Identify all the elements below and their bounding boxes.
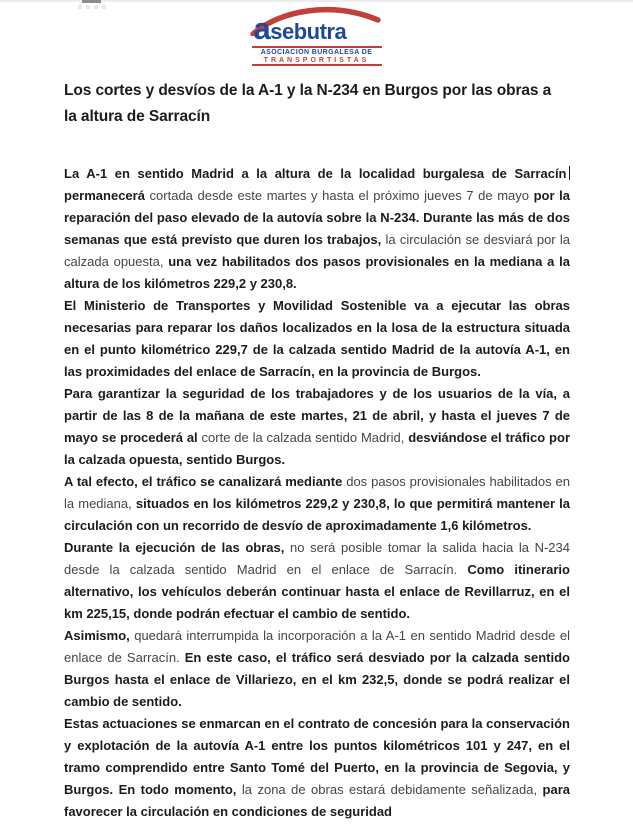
article-paragraph xyxy=(64,383,570,471)
text-run-bold: El Ministerio de Transportes y Movilidad Sostenible va a ejecutar las obras necesarias para reparar los daños localizados en la losa de la estructura situada en el punto kilométrico 229,7 de la calzada sentido Madrid de la autovía A-1, en las proximidades del enlace de Sarracín, en la provincia de Burgos. xyxy=(64,298,570,379)
text-run-bold: Asimismo, xyxy=(64,628,135,643)
logo-letter-a: a xyxy=(253,11,271,46)
article-title: Los cortes y desvíos de la A-1 y la N-234 en Burgos por las obras a la altura de Sarracín xyxy=(64,82,552,125)
text-run-bold: Estas actuaciones se enmarcan en el contrato de concesión para la conservación y explotación de la autovía A-1 entre los puntos kilométricos 101 y 247, en el tramo comprendido entre Santo Tomé del Puerto, en la provincia de Segovia, y Burgos. En todo momento, xyxy=(64,716,570,797)
text-run-bold: En este caso, el tráfico será desviado por la calzada sentido Burgos hasta el enlace de Villariezo, en el km 232,5, donde se podrá realizar el cambio de sentido. xyxy=(64,650,570,709)
text-run-regular: la circulación se desviará por la calzada opuesta, xyxy=(64,232,570,269)
article-paragraph xyxy=(64,295,570,383)
article-paragraph xyxy=(64,537,570,625)
text-run-regular: la zona de obras estará debidamente señalizada, xyxy=(241,782,543,797)
text-run-bold: una vez habilitados dos pasos provisionales en la mediana a la altura de los kilómetros 229,2 y 230,8. xyxy=(64,254,570,291)
text-run-bold: permanecerá xyxy=(64,188,150,203)
article-paragraph xyxy=(64,163,570,295)
text-run-regular: no será posible tomar la salida hacia la N-234 desde la calzada sentido Madrid en el enlace de Sarracín. xyxy=(64,540,570,577)
text-run-regular: dos pasos provisionales habilitados en la mediana, xyxy=(64,474,570,511)
logo-divider-top xyxy=(252,46,382,48)
asebutra-logo xyxy=(250,6,384,66)
article-paragraph xyxy=(64,625,570,713)
text-run-regular: corte de la calzada sentido Madrid, xyxy=(201,430,409,445)
text-cursor[interactable] xyxy=(569,166,571,180)
logo-subtitle-line2: TRANSPORTISTAS xyxy=(263,57,370,64)
logo-subtitle-line1: ASOCIACIÓN BURGALESA DE xyxy=(260,49,373,56)
article-paragraph xyxy=(64,471,570,537)
text-run-bold: A tal efecto, el tráfico se canalizará mediante xyxy=(64,474,347,489)
page-edge-artifact xyxy=(82,0,101,3)
logo-wordmark xyxy=(254,13,347,44)
page-edge-artifact-ghost xyxy=(78,5,106,9)
text-run-bold: Durante la ejecución de las obras, xyxy=(64,540,291,555)
logo-divider-bottom xyxy=(252,64,382,66)
text-run-bold: Como itinerario alternativo, los vehículos deberán continuar hasta el enlace de Revillarruz, en el km 225,15, donde podrán efectuar el cambio de sentido. xyxy=(64,562,570,621)
article-body xyxy=(64,163,570,823)
text-run-bold: desviándose el tráfico por la calzada opuesta, sentido Burgos. xyxy=(64,430,571,467)
text-run-bold: para favorecer la circulación en condiciones de seguridad xyxy=(64,782,570,819)
text-run-regular: cortada desde este martes y hasta el próximo jueves 7 de mayo xyxy=(149,188,534,203)
text-run-bold: por la reparación del paso elevado de la autovía sobre la N-234. Durante las más de dos semanas que está previsto que duren los trabajos, xyxy=(64,188,570,247)
text-run-bold: situados en los kilómetros 229,2 y 230,8, lo que permitirá mantener la circulación con un recorrido de desvío de aproximadamente 1,6 kilómetros. xyxy=(64,496,570,533)
text-run-regular: quedará interrumpida la incorporación a la A-1 en sentido Madrid desde el enlace de Sarracín. xyxy=(64,628,571,665)
article-paragraph xyxy=(64,713,570,823)
text-run-bold: Para garantizar la seguridad de los trabajadores y de los usuarios de la vía, a partir de las 8 de la mañana de este martes, 21 de abril, y hasta el jueves 7 de mayo se procederá al xyxy=(64,386,570,445)
logo-wordmark-rest: sebutra xyxy=(270,19,347,44)
text-run-bold: La A-1 en sentido Madrid a la altura de la localidad burgalesa de Sarracín xyxy=(64,166,567,181)
